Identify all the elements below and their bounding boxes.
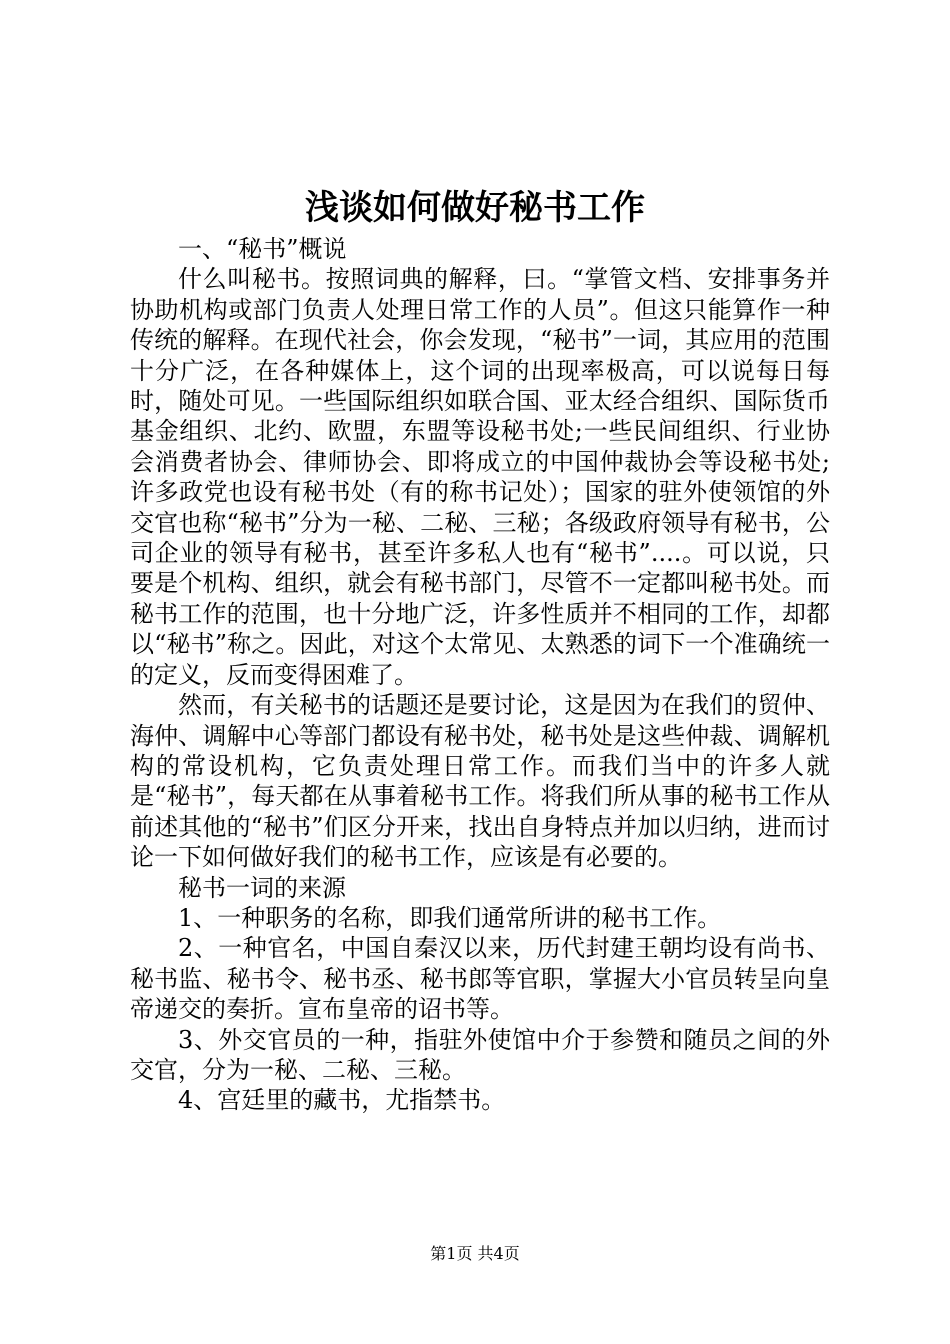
body-paragraph: 什么叫秘书。按照词典的解释，曰。“掌管文档、安排事务并协助机构或部门负责人处理日常工作的人员”。但这只能算作一种传统的解释。在现代社会，你会发现，“秘书”一词，其应用的范围十分广泛，在各种媒体上，这个词的出现率极高，可以说每日每时，随处可见。一些国际组织如联合国、亚太经合组织、国际货币基金组织、北约、欧盟，东盟等设秘书处;一些民间组织、行业协会消费者协会、律师协会、即将成立的中国仲裁协会等设秘书处;许多政党也设有秘书处（有的称书记处）；国家的驻外使领馆的外交官也称“秘书”分为一秘、二秘、三秘；各级政府领导有秘书，公司企业的领导有秘书，甚至许多私人也有“秘书”....。可以说，只要是个机构、组织，就会有秘书部门，尽管不一定都叫秘书处。而秘书工作的范围，也十分地广泛，许多性质并不相同的工作，却都以“秘书”称之。因此，对这个太常见、太熟悉的词下一个准确统一的定义，反而变得困难了。 <box>130 265 830 689</box>
body-paragraph: 然而，有关秘书的话题还是要讨论，这是因为在我们的贸仲、海仲、调解中心等部门都设有秘书处，秘书处是这些仲裁、调解机构的常设机构，它负责处理日常工作。而我们当中的许多人就是“秘书”，每天都在从事着秘书工作。将我们所从事的秘书工作从前述其他的“秘书”们区分开来，找出自身特点并加以归纳，进而讨论一下如何做好我们的秘书工作，应该是有必要的。 <box>130 691 830 872</box>
page-footer: 第1页 共4页 <box>430 1244 520 1263</box>
section-heading: 一、“秘书”概说 <box>178 235 347 263</box>
list-item: 4、宫廷里的藏书，尤指禁书。 <box>178 1086 506 1115</box>
list-item: 2、一种官名，中国自秦汉以来，历代封建王朝均设有尚书、秘书监、秘书令、秘书丞、秘书郎等官职，掌握大小官员转呈向皇帝递交的奏折。宣布皇帝的诏书等。 <box>130 934 830 1024</box>
list-item: 1、一种职务的名称，即我们通常所讲的秘书工作。 <box>178 903 722 932</box>
page-title: 浅谈如何做好秘书工作 <box>305 188 645 228</box>
list-item: 3、外交官员的一种，指驻外使馆中介于参赞和随员之间的外交官，分为一秘、二秘、三秘。 <box>130 1025 830 1084</box>
document-body <box>130 234 830 1116</box>
subsection-heading: 秘书一词的来源 <box>178 873 346 902</box>
